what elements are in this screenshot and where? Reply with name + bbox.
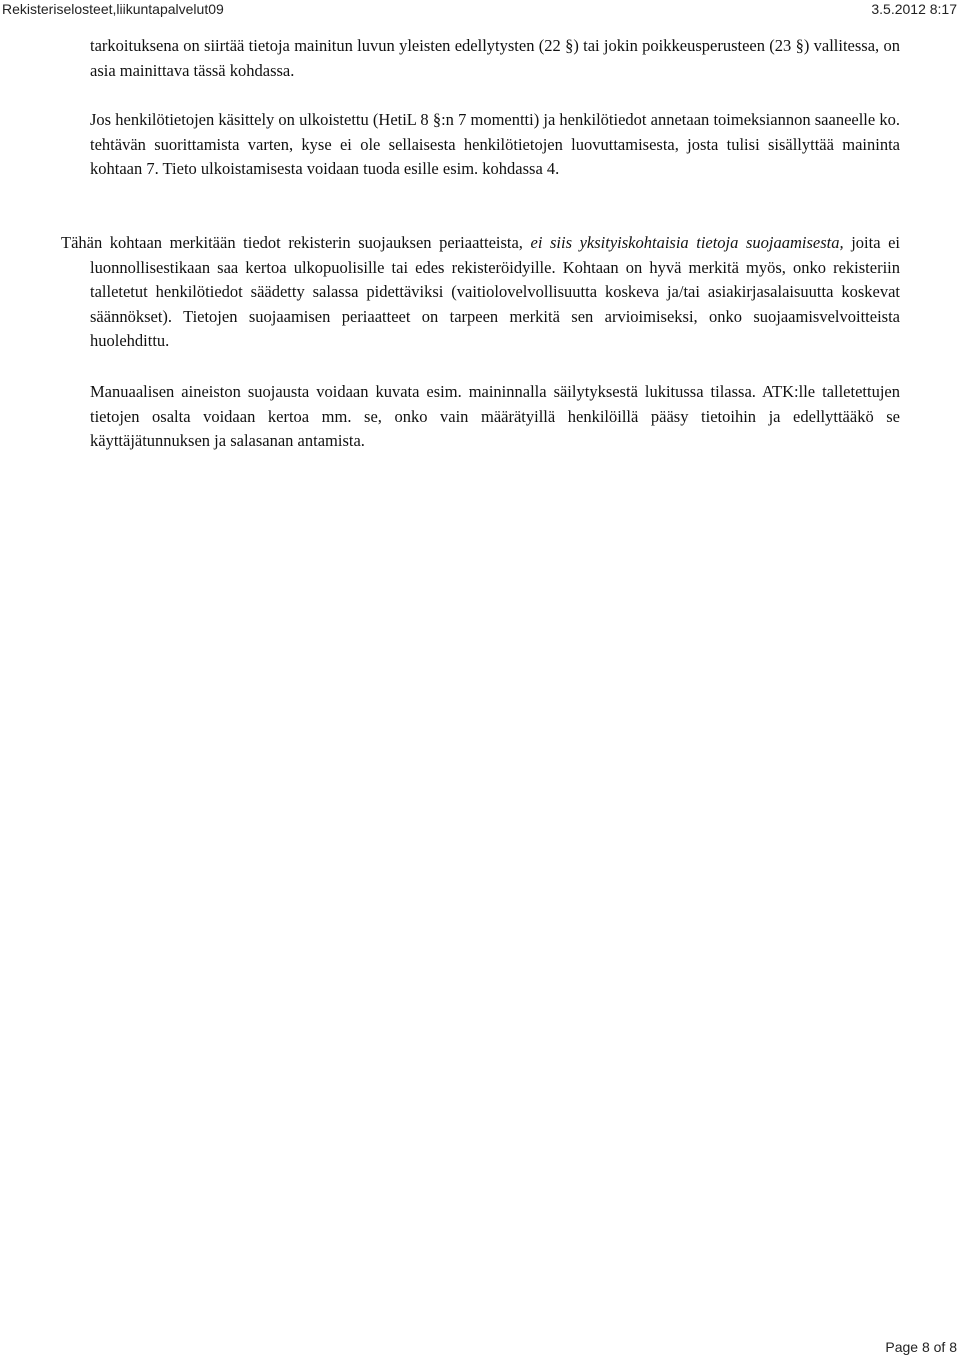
security-text-start: Tähän kohtaan merkitään tiedot rekisterin suojauksen periaatteista, <box>61 233 523 252</box>
page-number: Page 8 of 8 <box>885 1339 957 1355</box>
paragraph-outsourcing: Jos henkilötietojen käsittely on ulkoistettu (HetiL 8 §:n 7 momentti) ja henkilötiedot annetaan toimeksiannon saaneelle ko. tehtävän suorittamista varten, kyse ei ole sellaisesta henkilötietojen luovuttamisesta, josta tulisi sisällyttää maininta kohtaan 7. Tieto ulkoistamisesta voidaan tuoda esille esim. kohdassa 4. <box>90 110 900 178</box>
document-title: Rekisteriselosteet,liikuntapalvelut09 <box>2 1 224 17</box>
security-text-italic: ei siis yksityiskohtaisia tietoja suojaamisesta, <box>530 233 844 252</box>
security-text-end: joita ei luonnollisestikaan saa kertoa ulkopuolisille tai edes rekisteröidyille. Kohtaan on hyvä merkitä myös, onko rekisteriin talletetut henkilötiedot säädetty salassa pidettäviksi (vaitiolovelvollisuutta koskeva ja/tai asiakirjasalaisuutta koskevat säännökset). Tietojen suojaamisen periaatteet on tarpeen merkitä sen arvioimiseksi, onko suojaamisvelvoitteista huolehdittu. <box>90 233 900 350</box>
paragraph-manual-material: Manuaalisen aineiston suojausta voidaan kuvata esim. maininnalla säilytyksestä lukitussa tilassa. ATK:lle talletettujen tietojen osalta voidaan kertoa mm. se, onko vain määrätyillä henkilöillä pääsy tietoihin ja edellyttääkö se käyttäjätunnuksen ja salasanan antamista. <box>90 382 900 450</box>
print-datetime: 3.5.2012 8:17 <box>871 1 957 17</box>
paragraph-security-principles <box>61 231 900 354</box>
paragraph-transfer-conditions: tarkoituksena on siirtää tietoja mainitun luvun yleisten edellytysten (22 §) tai jokin poikkeusperusteen (23 §) vallitessa, on asia mainittava tässä kohdassa. <box>90 36 900 80</box>
